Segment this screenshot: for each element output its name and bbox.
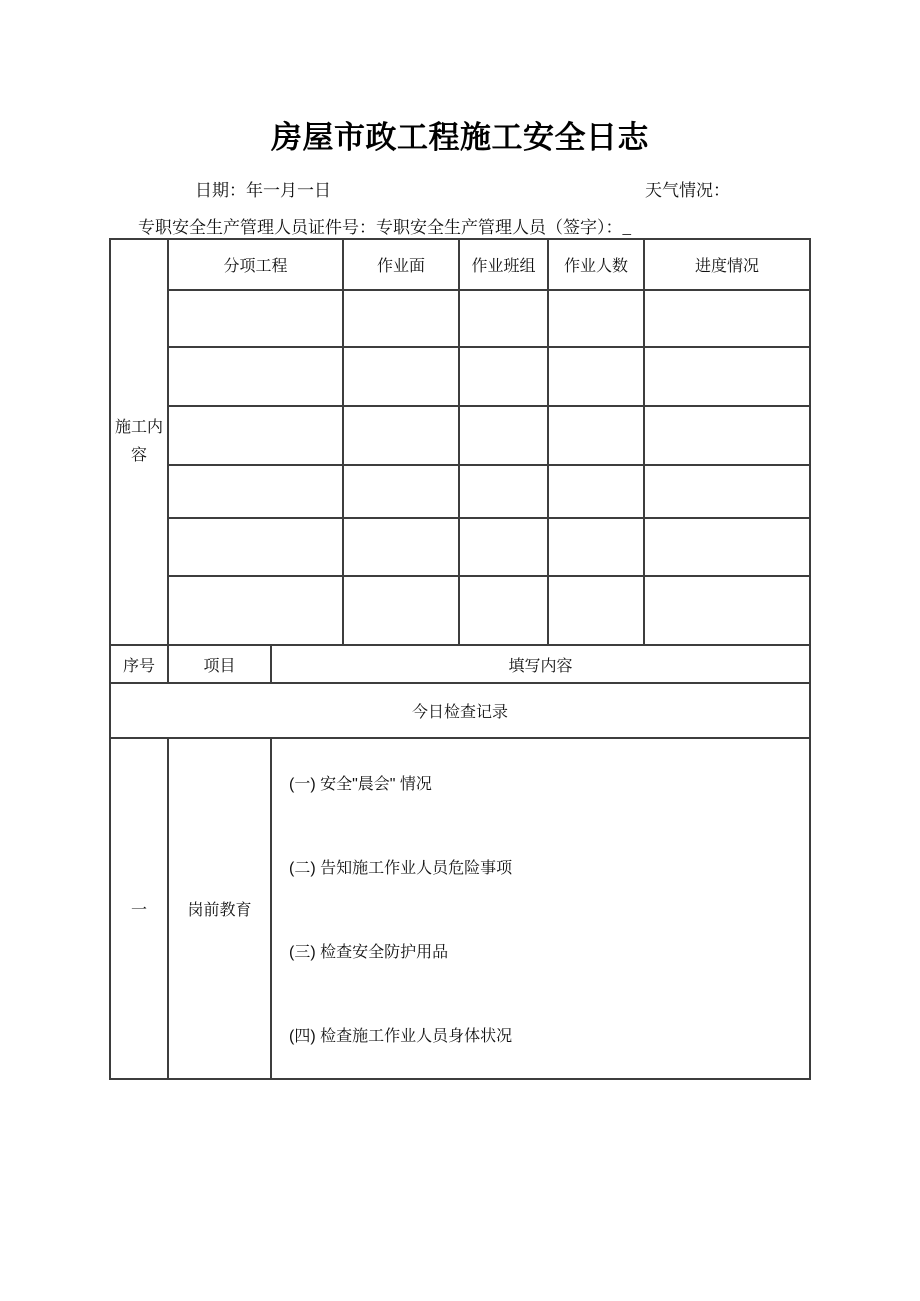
blank-cell xyxy=(644,347,810,406)
blank-cell xyxy=(343,576,459,645)
section-entries-cell xyxy=(271,738,810,1079)
col-header-work-face: 作业面 xyxy=(343,239,459,290)
page-title: 房屋市政工程施工安全日志 xyxy=(271,120,649,155)
blank-cell xyxy=(459,576,548,645)
blank-construction-row xyxy=(110,518,810,576)
blank-cell xyxy=(548,347,644,406)
blank-construction-row xyxy=(110,347,810,406)
entries-stack xyxy=(272,740,809,1077)
blank-cell xyxy=(343,406,459,465)
blank-cell xyxy=(459,518,548,576)
date-field: 日期：年一月一日 xyxy=(195,181,331,200)
blank-cell xyxy=(343,518,459,576)
blank-cell xyxy=(644,518,810,576)
col-header-progress: 进度情况 xyxy=(644,239,810,290)
section-item-cell: 岗前教育 xyxy=(168,738,271,1079)
pre-job-education-row xyxy=(110,738,810,1079)
blank-cell xyxy=(343,465,459,518)
construction-safety-log-table xyxy=(109,238,811,1080)
blank-cell xyxy=(644,465,810,518)
blank-construction-row xyxy=(110,576,810,645)
blank-cell xyxy=(548,406,644,465)
weather-field: 天气情况： xyxy=(645,181,730,200)
blank-cell xyxy=(168,465,343,518)
blank-cell xyxy=(644,576,810,645)
blank-construction-row xyxy=(110,406,810,465)
col-header-worker-count: 作业人数 xyxy=(548,239,644,290)
blank-cell xyxy=(168,406,343,465)
daily-inspection-record-cell: 今日检查记录 xyxy=(110,683,810,738)
blank-cell xyxy=(168,518,343,576)
serial-header-cell: 序号 xyxy=(110,645,168,683)
blank-cell xyxy=(459,465,548,518)
blank-cell xyxy=(548,518,644,576)
entry-inform-hazards: (二) 告知施工作业人员危险事项 xyxy=(289,859,513,877)
col-header-work-team: 作业班组 xyxy=(459,239,548,290)
blank-cell xyxy=(168,347,343,406)
blank-cell xyxy=(343,290,459,347)
blank-cell xyxy=(168,576,343,645)
content-header-cell: 填写内容 xyxy=(271,645,810,683)
construction-content-label-cell: 施工内容 xyxy=(110,239,168,645)
blank-cell xyxy=(548,290,644,347)
blank-cell xyxy=(548,576,644,645)
entry-morning-meeting: (一) 安全"晨会" 情况 xyxy=(289,775,432,793)
entry-check-protective-equipment: (三) 检查安全防护用品 xyxy=(289,944,449,962)
col-header-subproject: 分项工程 xyxy=(168,239,343,290)
blank-construction-row xyxy=(110,465,810,518)
blank-cell xyxy=(644,290,810,347)
blank-construction-row xyxy=(110,290,810,347)
blank-cell xyxy=(459,290,548,347)
item-header-cell: 项目 xyxy=(168,645,271,683)
blank-cell xyxy=(343,347,459,406)
blank-cell xyxy=(459,347,548,406)
section-title-row xyxy=(110,683,810,738)
entry-check-worker-health: (四) 检查施工作业人员身体状况 xyxy=(289,1028,513,1046)
blank-cell xyxy=(644,406,810,465)
blank-cell xyxy=(459,406,548,465)
construction-header-row xyxy=(110,239,810,290)
section-serial-cell: 一 xyxy=(110,738,168,1079)
manager-certificate-line: 专职安全生产管理人员证件号：专职安全生产管理人员（签字）：_ xyxy=(138,218,631,237)
blank-cell xyxy=(548,465,644,518)
record-header-row xyxy=(110,645,810,683)
blank-cell xyxy=(168,290,343,347)
